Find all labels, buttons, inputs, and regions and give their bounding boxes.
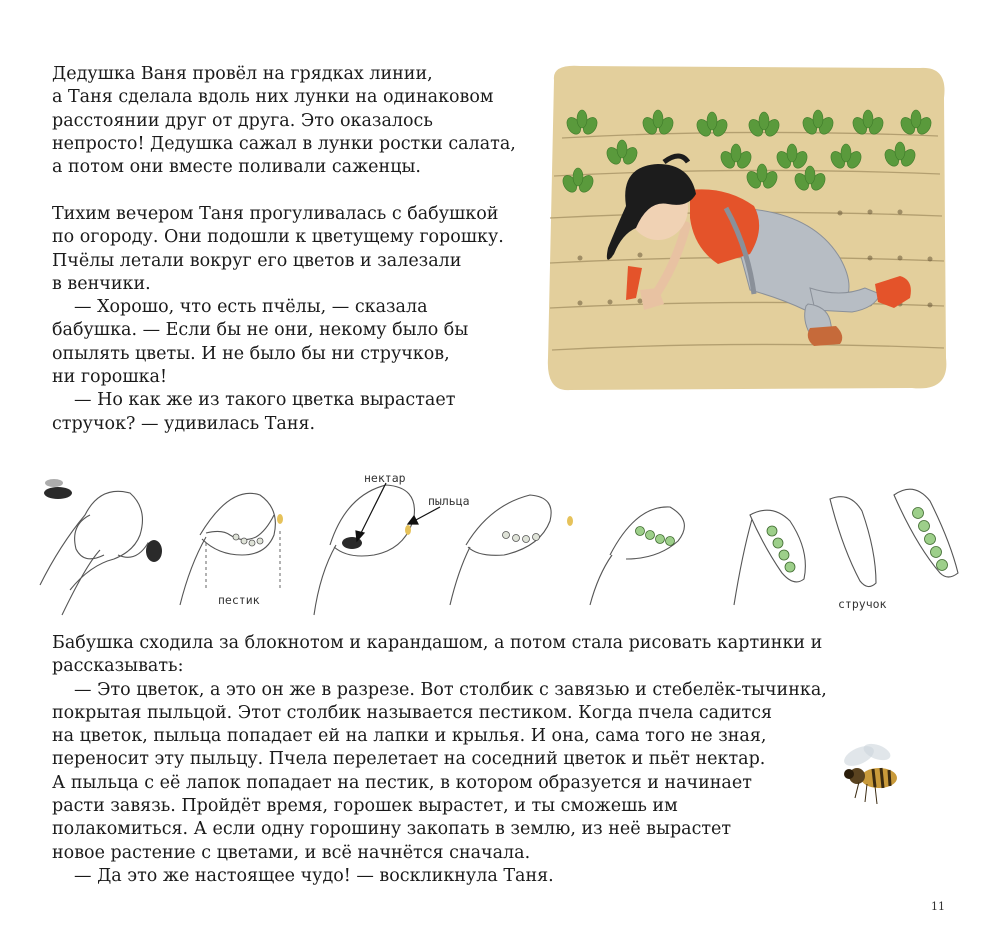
text-line: стручок? — удивилась Таня. — [52, 413, 316, 434]
text-line: покрытая пыльцой. Этот столбик называется пестиком. Когда пчела садится — [52, 702, 773, 723]
text-line: опылять цветы. И не было бы ни стручков, — [52, 343, 450, 364]
garden-illustration — [540, 58, 952, 398]
pea-development-diagram — [30, 455, 975, 620]
text-line: рассказывать: — [52, 656, 184, 677]
paragraph-grandma-explains — [52, 632, 827, 888]
text-line: Пчёлы летали вокруг его цветов и залезали — [52, 250, 462, 271]
paragraph-evening-walk — [52, 203, 504, 436]
text-line: Бабушка сходила за блокнотом и карандашом, а потом стала рисовать картинки и — [52, 633, 823, 653]
dialogue-line: — Да это же настоящее чудо! — воскликнула Таня. — [74, 865, 554, 886]
pistil-label: пестик — [218, 593, 260, 607]
pod-label: стручок — [838, 597, 887, 611]
text-line: Тихим вечером Таня прогуливалась с бабушкой — [52, 204, 499, 224]
text-line: расти завязь. Пройдёт время, горошек вырастет, и ты сможешь им — [52, 796, 678, 817]
text-line: переносит эту пыльцу. Пчела перелетает на соседний цветок и пьёт нектар. — [52, 749, 766, 770]
text-line: бабушка. — Если бы не они, некому было бы — [52, 320, 469, 341]
dialogue-line: — Но как же из такого цветка вырастает — [74, 390, 456, 411]
pollen-label: пыльца — [428, 494, 470, 508]
dialogue-line: — Это цветок, а это он же в разрезе. Вот столбик с завязью и стебелёк-тычинка, — [74, 679, 827, 700]
text-line: в венчики. — [52, 273, 151, 294]
page-number: 11 — [931, 900, 945, 913]
text-line: а Таня сделала вдоль них лунки на одинаковом — [52, 87, 494, 108]
text-line: а потом они вместе поливали саженцы. — [52, 157, 421, 178]
text-line: по огороду. Они подошли к цветущему горошку. — [52, 227, 504, 248]
paragraph-garden-work — [52, 63, 516, 179]
dialogue-line: — Хорошо, что есть пчёлы, — сказала — [74, 297, 428, 318]
text-line: новое растение с цветами, и всё начнётся сначала. — [52, 842, 531, 863]
text-line: Дедушка Ваня провёл на грядках линии, — [52, 64, 433, 84]
text-line: А пыльца с её лапок попадает на пестик, в котором образуется и начинает — [52, 772, 752, 793]
text-line: расстоянии друг от друга. Это оказалось — [52, 110, 433, 131]
text-line: ни горошка! — [52, 367, 168, 388]
bee-illustration — [835, 738, 910, 813]
nectar-label: нектар — [364, 471, 406, 485]
text-line: полакомиться. А если одну горошину закопать в землю, из неё вырастет — [52, 819, 732, 840]
text-line: непросто! Дедушка сажал в лунки ростки салата, — [52, 133, 516, 154]
text-line: на цветок, пыльца попадает ей на лапки и крылья. И она, сама того не зная, — [52, 726, 767, 747]
